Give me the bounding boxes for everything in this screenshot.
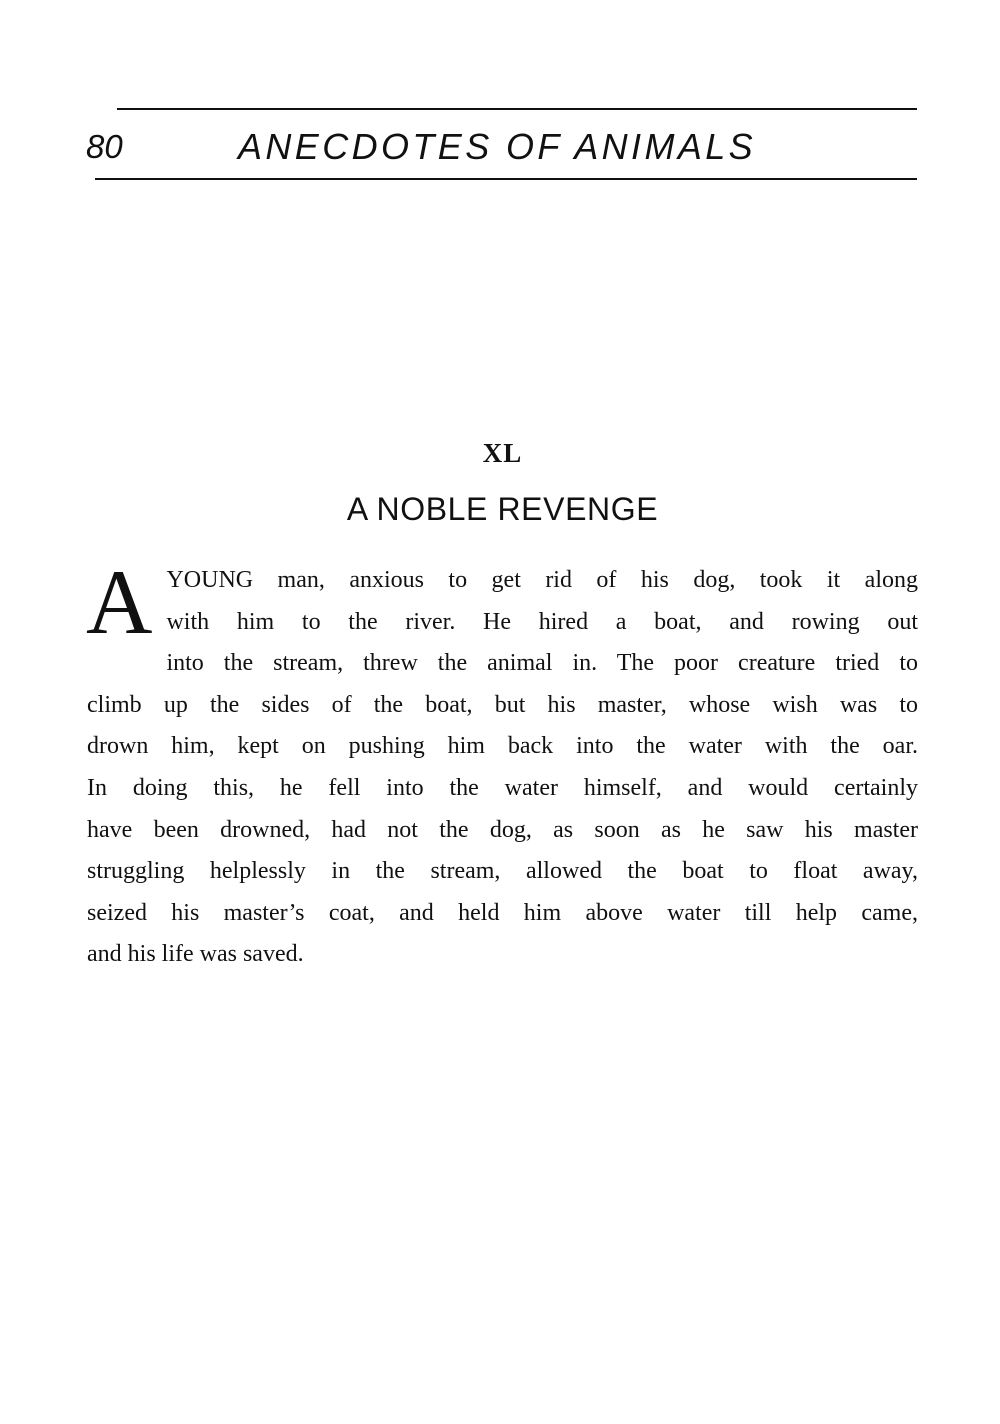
story-line: climb up the sides of the boat, but his master, whose wish was to bbox=[87, 691, 918, 718]
chapter-title: A NOBLE REVENGE bbox=[346, 491, 659, 527]
running-head bbox=[86, 124, 916, 170]
story-line: struggling helplessly in the stream, allowed the boat to float away, bbox=[87, 858, 918, 885]
header-top-rule bbox=[117, 108, 917, 110]
header-bottom-rule bbox=[95, 178, 917, 180]
story-line: drown him, kept on pushing him back into the water with the oar. bbox=[87, 733, 918, 760]
story-line: with him to the river. He hired a boat, and rowing out bbox=[166, 608, 918, 635]
story-line: into the stream, threw the animal in. The poor creature tried to bbox=[166, 650, 918, 677]
chapter-number: XL bbox=[482, 438, 523, 468]
story-line: and his life was saved. bbox=[87, 941, 304, 968]
story-line: In doing this, he fell into the water himself, and would certainly bbox=[87, 774, 918, 801]
story-line: YOUNG man, anxious to get rid of his dog, took it along bbox=[166, 567, 918, 593]
book-title: ANECDOTES OF ANIMALS bbox=[238, 126, 757, 167]
story-text bbox=[86, 551, 918, 976]
drop-cap: A bbox=[86, 551, 153, 653]
page-number: 80 bbox=[86, 128, 123, 165]
story-line: seized his master’s coat, and held him above water till help came, bbox=[87, 899, 918, 926]
story-line: have been drowned, had not the dog, as soon as he saw his master bbox=[87, 816, 918, 843]
